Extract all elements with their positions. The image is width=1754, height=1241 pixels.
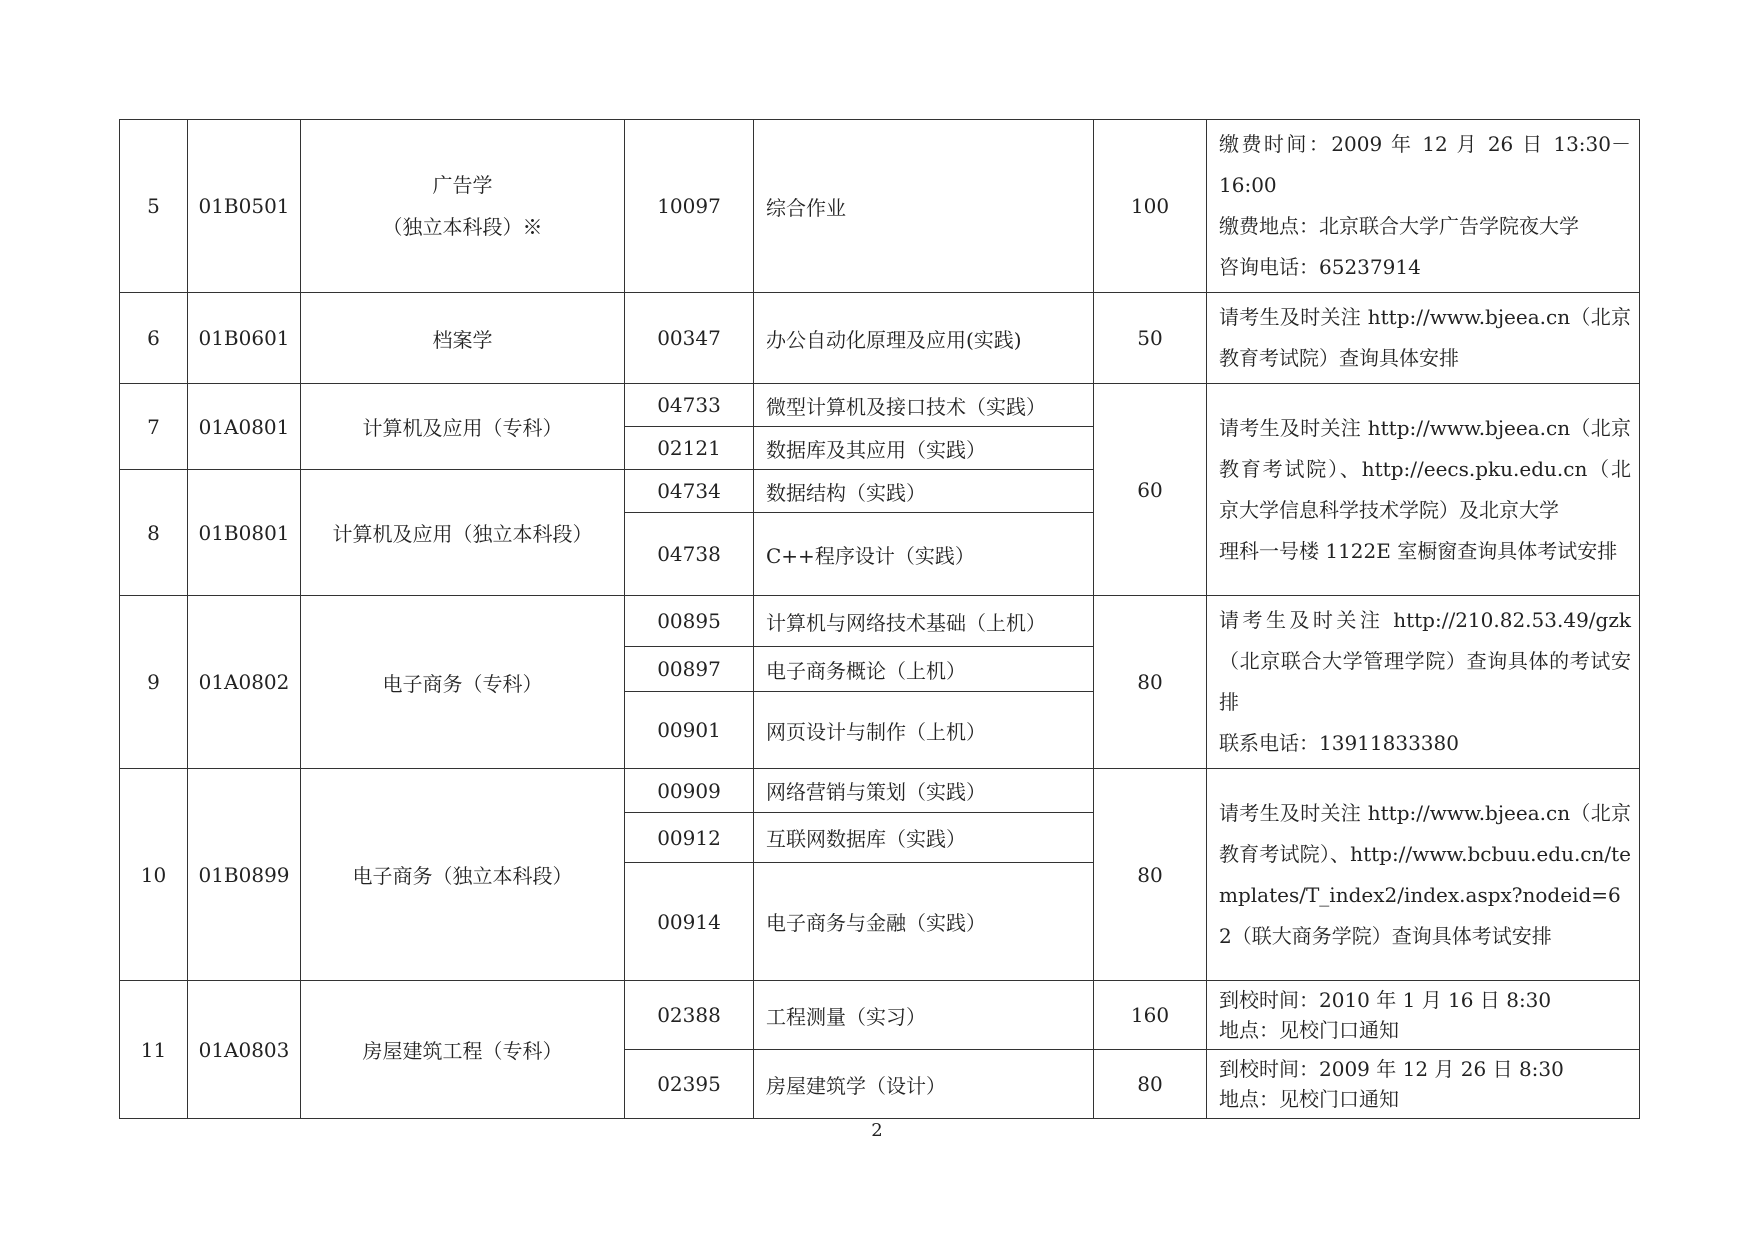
table-row [120, 384, 1640, 427]
course-code-cell: 00909 [625, 769, 754, 813]
major-name-cell [301, 120, 625, 293]
course-name-cell: 网络营销与策划（实践） [754, 769, 1094, 813]
major-code-cell: 01A0801 [188, 384, 301, 470]
notes-cell [1207, 596, 1640, 769]
table-row [120, 596, 1640, 647]
notes-line: 联系电话：13911833380 [1219, 731, 1459, 755]
course-name-cell: 数据结构（实践） [754, 470, 1094, 513]
seq-cell: 6 [120, 293, 188, 384]
major-name-cell: 电子商务（专科） [301, 596, 625, 769]
notes-cell [1207, 120, 1640, 293]
credits-cell: 80 [1094, 769, 1207, 981]
notes-cell: 请考生及时关注 http://www.bjeea.cn（北京教育考试院）查询具体安排 [1207, 293, 1640, 384]
table-row [120, 981, 1640, 1050]
major-name-line: 广告学 [432, 173, 493, 197]
major-name-cell: 电子商务（独立本科段） [301, 769, 625, 981]
major-code-cell: 01A0803 [188, 981, 301, 1119]
credits-cell: 50 [1094, 293, 1207, 384]
course-code-cell: 02395 [625, 1050, 754, 1119]
credits-cell: 100 [1094, 120, 1207, 293]
major-code-cell: 01A0802 [188, 596, 301, 769]
course-code-cell: 04733 [625, 384, 754, 427]
page-number: 2 [871, 1120, 883, 1141]
course-code-cell: 00347 [625, 293, 754, 384]
seq-cell: 5 [120, 120, 188, 293]
course-name-cell: 房屋建筑学（设计） [754, 1050, 1094, 1119]
credits-cell: 80 [1094, 1050, 1207, 1119]
course-code-cell: 00912 [625, 813, 754, 863]
course-code-cell: 02388 [625, 981, 754, 1050]
course-name-cell: 工程测量（实习） [754, 981, 1094, 1050]
course-code-cell: 00897 [625, 647, 754, 692]
table-row [120, 120, 1640, 293]
course-code-cell: 02121 [625, 427, 754, 470]
notes-line: 地点：见校门口通知 [1219, 1018, 1399, 1042]
course-code-cell: 00895 [625, 596, 754, 647]
course-code-cell: 00914 [625, 863, 754, 981]
seq-cell: 10 [120, 769, 188, 981]
seq-cell: 11 [120, 981, 188, 1119]
major-name-line: （独立本科段）※ [382, 215, 543, 239]
course-name-cell: 微型计算机及接口技术（实践） [754, 384, 1094, 427]
seq-cell: 8 [120, 470, 188, 596]
seq-cell: 7 [120, 384, 188, 470]
course-name-cell: 网页设计与制作（上机） [754, 692, 1094, 769]
course-code-cell: 04734 [625, 470, 754, 513]
course-name-cell: C++程序设计（实践） [754, 513, 1094, 596]
notes-line: 理科一号楼 1122E 室橱窗查询具体考试安排 [1219, 538, 1618, 563]
notes-line: 到校时间：2010 年 1 月 16 日 8:30 [1219, 988, 1552, 1012]
notes-cell: 请考生及时关注 http://www.bjeea.cn（北京教育考试院）、http://www.bcbuu.edu.cn/templates/T_index2/index.aspx?nodeid=62（联大商务学院）查询具体考试安排 [1207, 769, 1640, 981]
credits-cell: 60 [1094, 384, 1207, 596]
major-code-cell: 01B0899 [188, 769, 301, 981]
course-name-cell: 计算机与网络技术基础（上机） [754, 596, 1094, 647]
credits-cell: 160 [1094, 981, 1207, 1050]
credits-cell: 80 [1094, 596, 1207, 769]
course-name-cell: 电子商务与金融（实践） [754, 863, 1094, 981]
notes-cell [1207, 1050, 1640, 1119]
table-row [120, 293, 1640, 384]
course-name-cell: 电子商务概论（上机） [754, 647, 1094, 692]
notes-line: 咨询电话：65237914 [1219, 255, 1421, 279]
notes-line: 到校时间：2009 年 12 月 26 日 8:30 [1219, 1057, 1564, 1081]
major-name-cell: 计算机及应用（独立本科段） [301, 470, 625, 596]
notes-line: 请考生及时关注 http://210.82.53.49/gzk（北京联合大学管理学院）查询具体的考试安排 [1219, 608, 1631, 714]
course-name-cell: 互联网数据库（实践） [754, 813, 1094, 863]
table-row [120, 769, 1640, 813]
major-name-cell: 档案学 [301, 293, 625, 384]
course-name-cell: 办公自动化原理及应用(实践) [754, 293, 1094, 384]
major-name-cell: 计算机及应用（专科） [301, 384, 625, 470]
course-code-cell: 10097 [625, 120, 754, 293]
major-code-cell: 01B0501 [188, 120, 301, 293]
major-name-cell: 房屋建筑工程（专科） [301, 981, 625, 1119]
course-code-cell: 00901 [625, 692, 754, 769]
notes-line: 请考生及时关注 http://www.bjeea.cn（北京教育考试院）、http://eecs.pku.edu.cn（北京大学信息科学技术学院）及北京大学 [1219, 415, 1631, 522]
notes-cell [1207, 981, 1640, 1050]
course-name-cell: 数据库及其应用（实践） [754, 427, 1094, 470]
course-name-cell: 综合作业 [754, 120, 1094, 293]
course-code-cell: 04738 [625, 513, 754, 596]
notes-line: 缴费时间：2009 年 12 月 26 日 13:30－16:00 [1219, 132, 1631, 197]
major-code-cell: 01B0601 [188, 293, 301, 384]
exam-schedule-table [119, 119, 1640, 1119]
seq-cell: 9 [120, 596, 188, 769]
notes-line: 地点：见校门口通知 [1219, 1087, 1399, 1111]
notes-line: 缴费地点：北京联合大学广告学院夜大学 [1219, 214, 1579, 238]
notes-cell [1207, 384, 1640, 596]
major-code-cell: 01B0801 [188, 470, 301, 596]
